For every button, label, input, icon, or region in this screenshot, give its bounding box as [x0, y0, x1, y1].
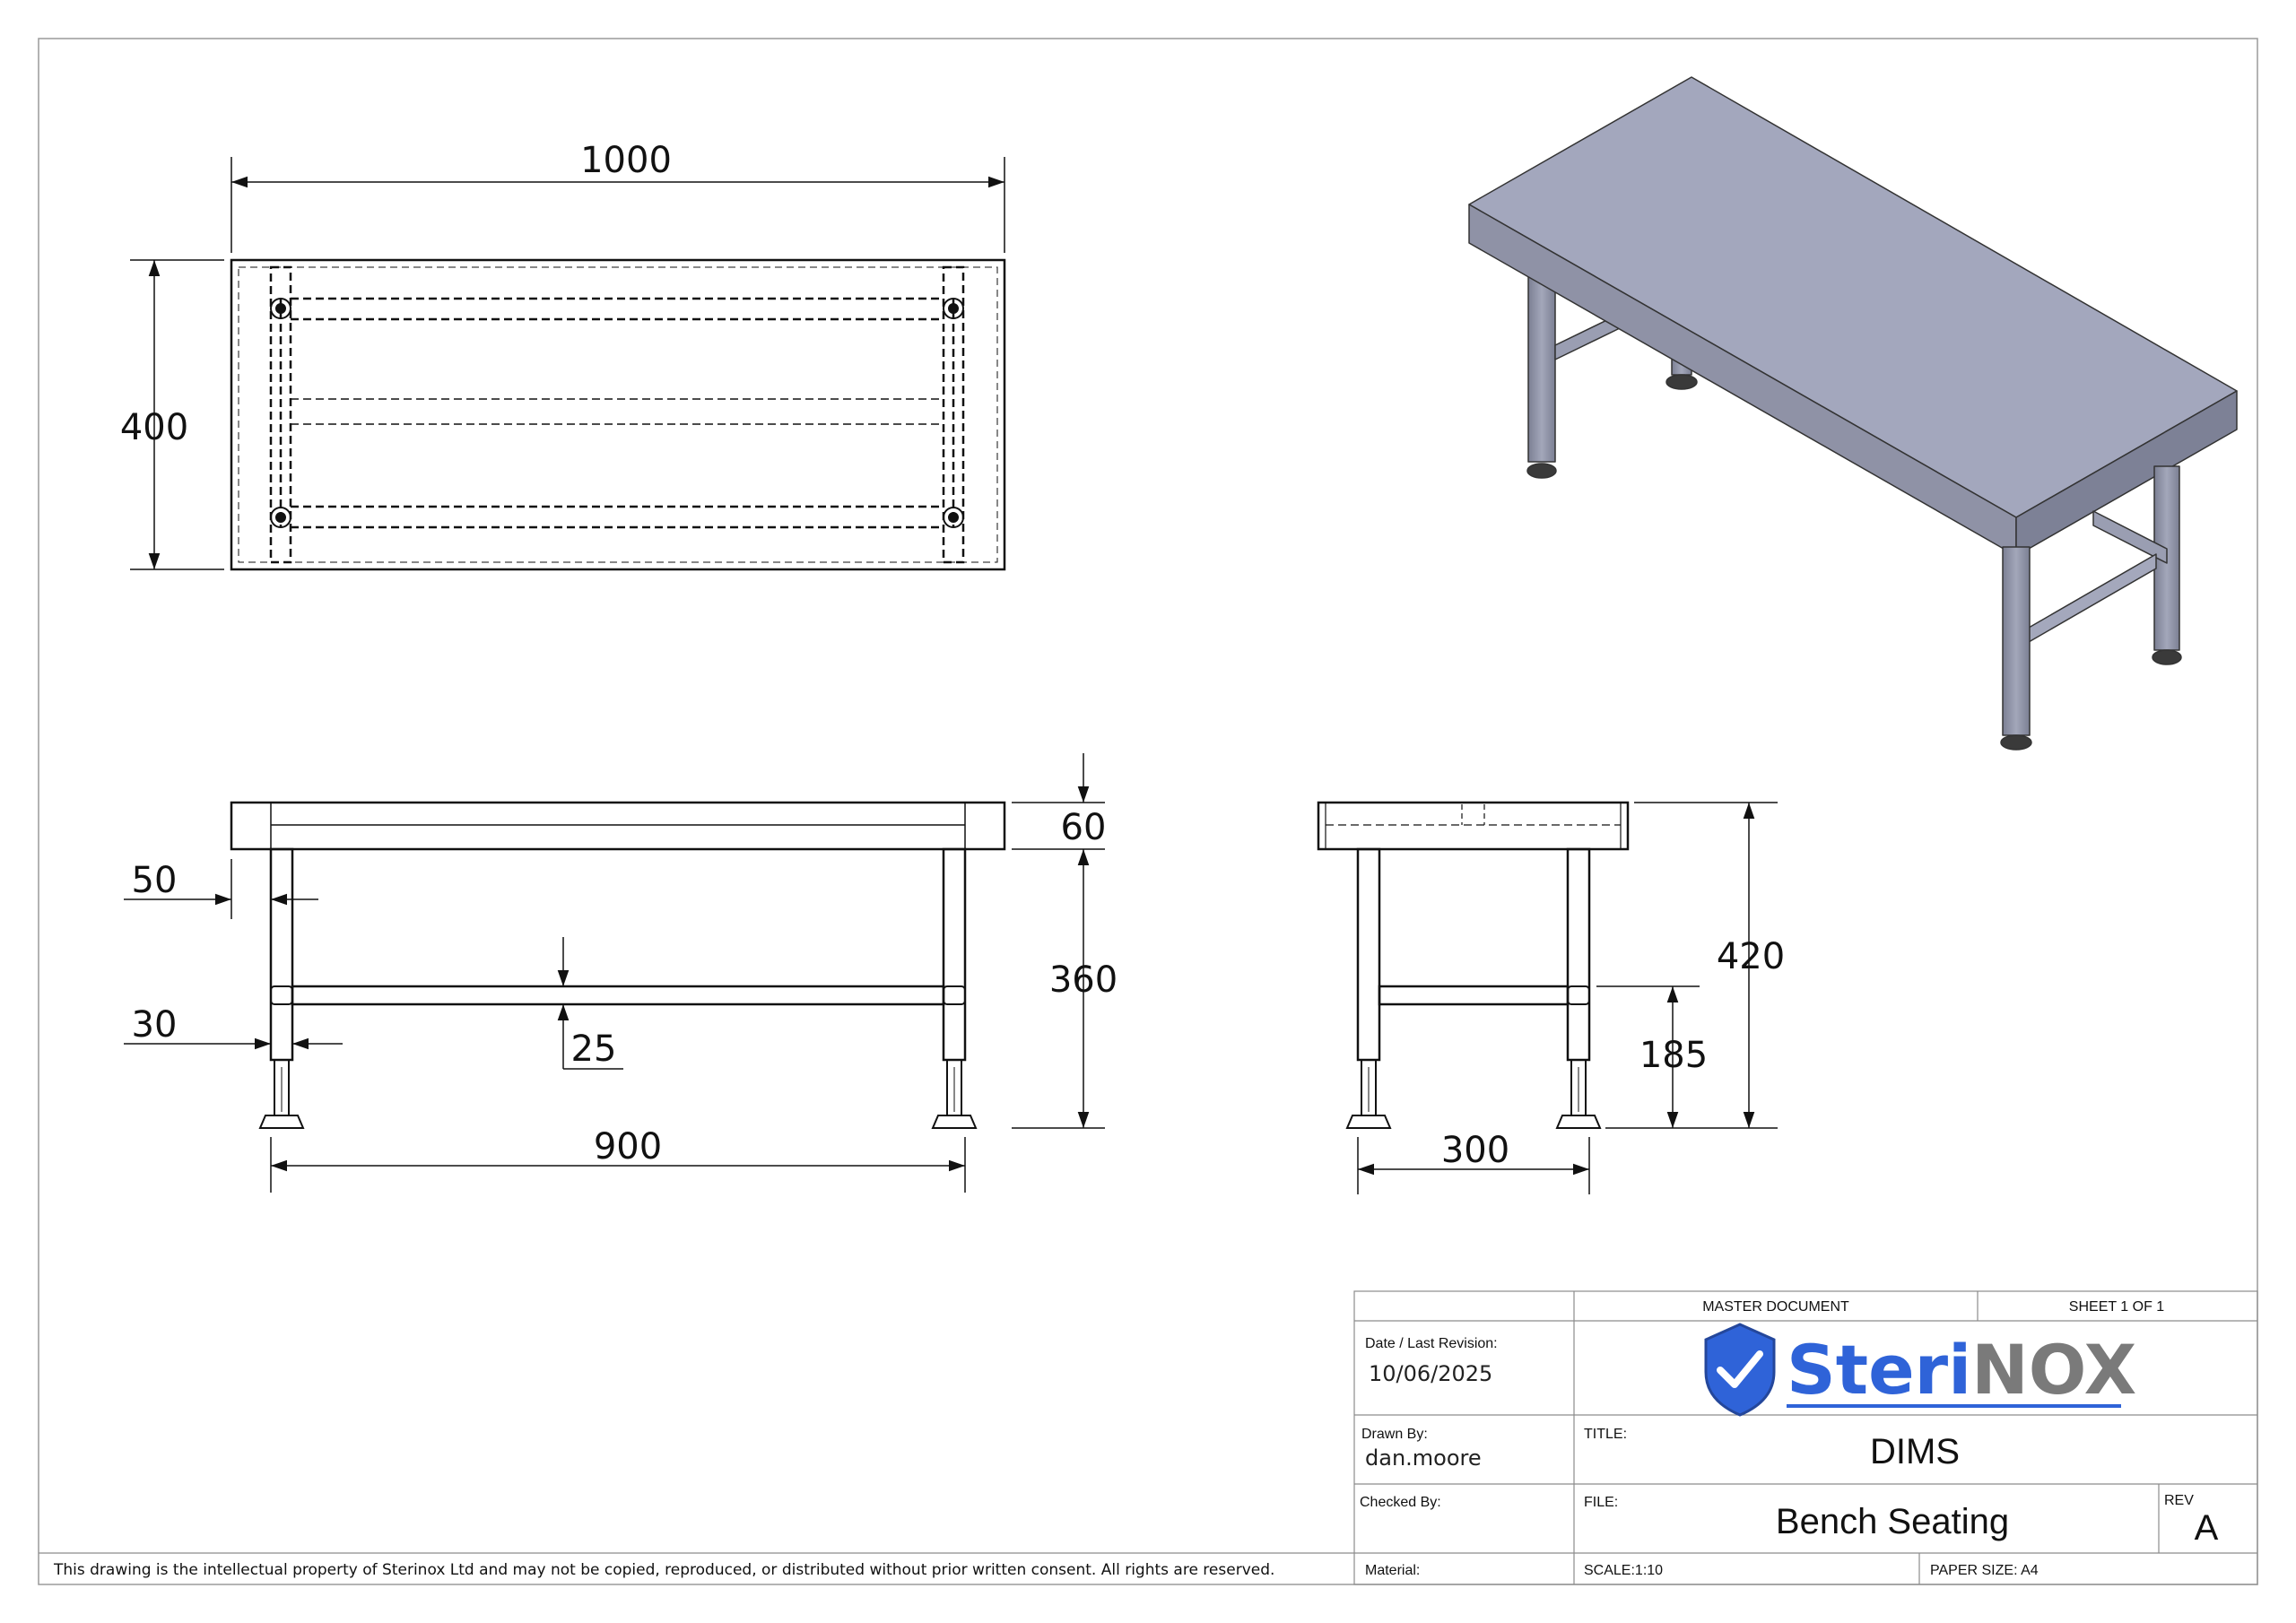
dim-front-leg-span: 900 [593, 1126, 663, 1167]
title-value: DIMS [1870, 1432, 1960, 1471]
paper-size-value: PAPER SIZE: A4 [1930, 1563, 2039, 1578]
sterinox-logo [1706, 1324, 2136, 1415]
side-right-leg [1568, 849, 1589, 1060]
dim-leg-size: 30 [131, 1004, 178, 1046]
checked-by-label: Checked By: [1360, 1495, 1441, 1510]
date-label: Date / Last Revision: [1365, 1336, 1498, 1351]
copyright-notice: This drawing is the intellectual property of Sterinox Ltd and may not be copied, reproduced, or distributed without prior written consent. All rights are reserved. [54, 1561, 1275, 1579]
dim-leg-height: 360 [1048, 959, 1118, 1001]
dim-leg-inset: 50 [131, 860, 178, 901]
material-label: Material: [1365, 1563, 1421, 1578]
rev-value: A [2194, 1508, 2219, 1548]
side-rail [1379, 986, 1568, 1004]
shield-icon [1706, 1324, 1774, 1415]
front-view [231, 803, 1004, 1128]
side-view [1318, 803, 1628, 1128]
dim-rail-height: 185 [1639, 1035, 1709, 1076]
file-label: FILE: [1584, 1495, 1619, 1510]
dim-top-width: 400 [119, 407, 189, 448]
dim-top-length: 1000 [580, 140, 672, 181]
dim-top-thickness: 60 [1060, 807, 1107, 848]
sheet-number: SHEET 1 OF 1 [2068, 1299, 2165, 1315]
foot-symbol [271, 299, 963, 527]
front-left-leg [271, 849, 292, 1060]
rev-label: REV [2164, 1493, 2194, 1508]
date-value: 10/06/2025 [1369, 1361, 1493, 1386]
top-view [231, 260, 1004, 569]
drawn-by-value: dan.moore [1365, 1445, 1482, 1471]
dim-total-height: 420 [1716, 936, 1786, 977]
isometric-bench-render [1469, 77, 2237, 750]
scale-value: SCALE:1:10 [1584, 1563, 1664, 1578]
top-view-outline [231, 260, 1004, 569]
drawn-by-label: Drawn By: [1361, 1427, 1428, 1442]
master-document-label: MASTER DOCUMENT [1702, 1299, 1849, 1315]
dim-rail-size: 25 [570, 1028, 617, 1070]
dim-side-leg-span: 300 [1440, 1130, 1510, 1171]
file-value: Bench Seating [1775, 1502, 2010, 1541]
svg-text:SteriNOX: SteriNOX [1787, 1330, 2137, 1410]
side-left-leg [1358, 849, 1379, 1060]
front-rail [292, 986, 944, 1004]
title-label: TITLE: [1584, 1427, 1628, 1442]
front-right-leg [944, 849, 965, 1060]
